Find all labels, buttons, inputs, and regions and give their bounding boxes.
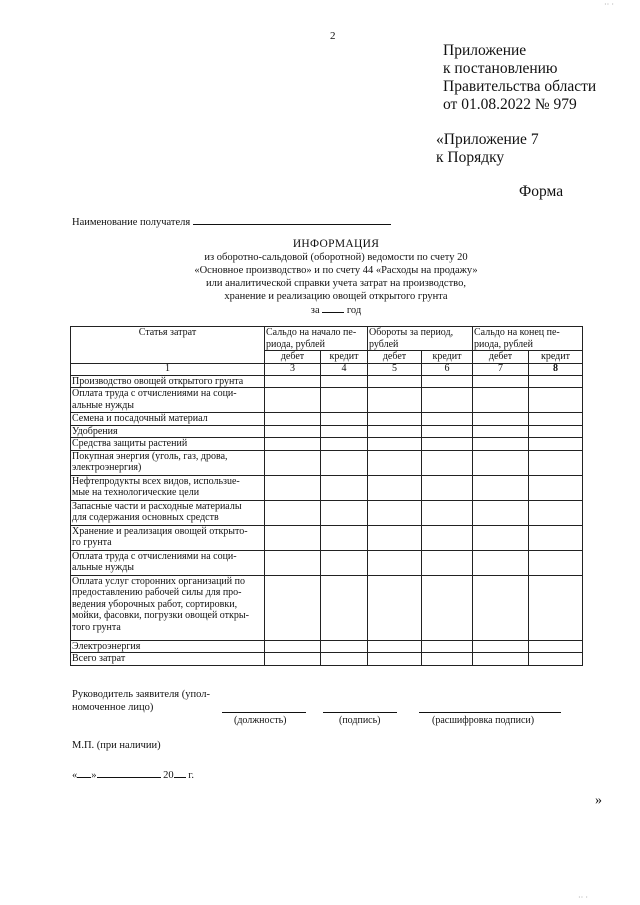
signature-line[interactable] [323, 712, 397, 713]
cost-row [71, 575, 583, 640]
appendix7-line: к Порядку [436, 149, 505, 166]
cost-item-name [71, 500, 265, 525]
cost-item-line: альные нужды [72, 562, 135, 573]
cost-item-name [71, 575, 265, 640]
info-year-row [150, 303, 522, 317]
cost-item-line: Запасные части и расходные материалы [72, 500, 242, 512]
amount-cell[interactable] [473, 425, 529, 438]
scan-artifact: ·· · [578, 893, 588, 902]
cost-row [71, 500, 583, 525]
amount-cell[interactable] [321, 640, 368, 653]
cost-row [71, 438, 583, 451]
amount-cell[interactable] [265, 413, 321, 426]
amount-cell[interactable] [265, 475, 321, 500]
amount-cell[interactable] [473, 525, 529, 550]
amount-cell[interactable] [422, 500, 473, 525]
cost-item-name [71, 450, 265, 475]
form-label: Форма [519, 183, 564, 200]
amount-cell[interactable] [422, 388, 473, 413]
amount-cell[interactable] [368, 640, 422, 653]
cost-row [71, 375, 583, 388]
year-suffix: г. [188, 770, 194, 781]
amount-cell[interactable] [473, 640, 529, 653]
cost-item-line: го грунта [72, 537, 112, 548]
cost-item-name [71, 550, 265, 575]
header-row [71, 327, 583, 351]
cost-item-line: Производство овощей открытого грунта [72, 375, 244, 387]
appendix-line: к постановлению [443, 60, 558, 77]
cost-item-name [71, 475, 265, 500]
amount-cell[interactable] [422, 425, 473, 438]
cost-item-line: Покупная энергия (уголь, газ, дрова, [72, 450, 228, 462]
cost-item-line: Удобрения [72, 425, 118, 437]
cost-row [71, 475, 583, 500]
month-field[interactable] [97, 768, 161, 778]
column-number: 5 [368, 363, 422, 375]
amount-cell[interactable] [265, 525, 321, 550]
amount-cell[interactable] [422, 450, 473, 475]
amount-cell[interactable] [368, 500, 422, 525]
amount-cell[interactable] [529, 450, 583, 475]
signature-caption: (подпись) [339, 715, 381, 726]
amount-cell[interactable] [368, 653, 422, 666]
column-number: 3 [265, 363, 321, 375]
year-field[interactable] [322, 303, 344, 313]
cost-item-line: Оплата услуг сторонних организаций по [72, 575, 245, 587]
stamp-place: М.П. (при наличии) [72, 740, 161, 751]
cost-item-name [71, 413, 265, 426]
column-number: 6 [422, 363, 473, 375]
amount-cell[interactable] [422, 640, 473, 653]
amount-cell[interactable] [422, 653, 473, 666]
column-number: 7 [473, 363, 529, 375]
header-group-turnover [368, 327, 473, 351]
cost-row [71, 425, 583, 438]
amount-cell[interactable] [321, 575, 368, 640]
recipient-row [72, 214, 391, 228]
amount-cell[interactable] [422, 375, 473, 388]
subheader-credit: кредит [321, 351, 368, 364]
amount-cell[interactable] [473, 450, 529, 475]
cost-item-line: мойки, фасовки, погрузки овощей откры- [72, 610, 249, 621]
recipient-label: Наименование получателя [72, 217, 191, 228]
amount-cell[interactable] [473, 475, 529, 500]
cost-item-line: Оплата труда с отчислениями на соци- [72, 388, 237, 399]
header-group-line: Обороты за период, [369, 327, 454, 338]
amount-cell[interactable] [321, 413, 368, 426]
position-caption: (должность) [234, 715, 287, 726]
cost-row [71, 450, 583, 475]
amount-cell[interactable] [422, 550, 473, 575]
cost-item-name [71, 640, 265, 653]
cost-item-name [71, 653, 265, 666]
info-line: «Основное производство» и по счету 44 «Расходы на продажу» [194, 265, 478, 276]
column-number: 8 [529, 363, 583, 375]
column-number: 1 [71, 363, 265, 375]
amount-cell[interactable] [368, 550, 422, 575]
header-group-line: Сальдо на конец пе- [474, 327, 560, 338]
decoding-line[interactable] [419, 712, 561, 713]
amount-cell[interactable] [321, 450, 368, 475]
cost-row [71, 653, 583, 666]
cost-item-name [71, 525, 265, 550]
amount-cell[interactable] [265, 438, 321, 451]
amount-cell[interactable] [473, 653, 529, 666]
appendix-line: Правительства области [443, 78, 597, 95]
amount-cell[interactable] [529, 525, 583, 550]
date-line [72, 768, 194, 781]
cost-item-name [71, 388, 265, 413]
cost-item-line: Оплата труда с отчислениями на соци- [72, 550, 237, 562]
amount-cell[interactable] [473, 413, 529, 426]
amount-cell[interactable] [265, 640, 321, 653]
cost-item-name [71, 425, 265, 438]
amount-cell[interactable] [473, 388, 529, 413]
cost-item-line: Семена и посадочный материал [72, 413, 208, 424]
amount-cell[interactable] [473, 550, 529, 575]
amount-cell[interactable] [473, 438, 529, 451]
cost-item-line: Хранение и реализация овощей открыто- [72, 525, 248, 537]
amount-cell[interactable] [473, 500, 529, 525]
year-prefix: за [310, 305, 320, 316]
cost-item-line: того грунта [72, 621, 121, 633]
cost-item-line: для содержания основных средств [72, 512, 219, 523]
amount-cell[interactable] [368, 450, 422, 475]
amount-cell[interactable] [368, 475, 422, 500]
cost-row [71, 413, 583, 426]
amount-cell[interactable] [368, 438, 422, 451]
amount-cell[interactable] [321, 375, 368, 388]
appendix-line: от 01.08.2022 № 979 [443, 96, 577, 113]
signature-block [72, 688, 210, 714]
header-group-line: риода, рублей [474, 338, 533, 350]
amount-cell[interactable] [321, 438, 368, 451]
year-prefix: 20 [163, 770, 174, 781]
page-number: 2 [330, 30, 336, 42]
cost-item-line: Электроэнергия [72, 640, 141, 652]
amount-cell[interactable] [529, 388, 583, 413]
info-heading [150, 237, 522, 317]
cost-item-line: предоставлению рабочей силы для про- [72, 587, 242, 598]
header-group-line: риода, рублей [266, 338, 325, 350]
cost-row [71, 640, 583, 653]
amount-cell[interactable] [529, 653, 583, 666]
info-line: или аналитической справки учета затрат на производство, [206, 278, 466, 289]
decoding-caption: (расшифровка подписи) [432, 715, 535, 726]
amount-cell[interactable] [321, 525, 368, 550]
amount-cell[interactable] [529, 375, 583, 388]
cost-item-line: Нефтепродукты всех видов, использue- [72, 475, 240, 487]
amount-cell[interactable] [265, 500, 321, 525]
amount-cell[interactable] [368, 375, 422, 388]
cost-item-line: электроэнергия) [72, 462, 142, 473]
amount-cell[interactable] [265, 388, 321, 413]
amount-cell[interactable] [265, 550, 321, 575]
subheader-debit: дебет [473, 351, 529, 364]
amount-cell[interactable] [529, 550, 583, 575]
header-group-opening [265, 327, 368, 351]
recipient-field[interactable] [193, 214, 391, 225]
date-close-quote: » [91, 770, 97, 781]
amount-cell[interactable] [321, 500, 368, 525]
appendix-line: Приложение [443, 42, 527, 59]
appendix-header [443, 42, 596, 114]
cost-item-line: альные нужды [72, 399, 135, 411]
amount-cell[interactable] [321, 425, 368, 438]
cost-item-line: мые на технологические цели [72, 487, 200, 498]
column-number-row [71, 363, 583, 375]
amount-cell[interactable] [422, 475, 473, 500]
amount-cell[interactable] [422, 575, 473, 640]
header-group-line: Сальдо на начало пе- [266, 327, 357, 338]
cost-item-line: ведения уборочных работ, сортировки, [72, 598, 238, 610]
day-field[interactable] [77, 768, 91, 778]
cost-row [71, 388, 583, 413]
cost-item-line: Всего затрат [72, 653, 126, 664]
subheader-debit: дебет [265, 351, 321, 364]
subheader-debit: дебет [368, 351, 422, 364]
subheader-credit: кредит [529, 351, 583, 364]
closing-quote: » [595, 793, 602, 808]
signature-label-line: номоченное лицо) [72, 702, 154, 713]
amount-cell[interactable] [473, 375, 529, 388]
amount-cell[interactable] [422, 525, 473, 550]
amount-cell[interactable] [529, 475, 583, 500]
cost-item-line: Средства защиты растений [72, 438, 188, 449]
amount-cell[interactable] [321, 475, 368, 500]
amount-cell[interactable] [368, 575, 422, 640]
scan-artifact: ·· · [604, 0, 614, 9]
amount-cell[interactable] [368, 413, 422, 426]
header-group-line: рублей [369, 338, 399, 350]
year-suffix: год [346, 305, 362, 316]
amount-cell[interactable] [529, 438, 583, 451]
date-open-quote: « [72, 770, 78, 781]
amount-cell[interactable] [529, 575, 583, 640]
amount-cell[interactable] [422, 438, 473, 451]
info-title: ИНФОРМАЦИЯ [292, 238, 380, 250]
amount-cell[interactable] [321, 653, 368, 666]
amount-cell[interactable] [529, 500, 583, 525]
amount-cell[interactable] [265, 450, 321, 475]
column-number: 4 [321, 363, 368, 375]
year-digits-field[interactable] [174, 768, 186, 778]
amount-cell[interactable] [265, 375, 321, 388]
amount-cell[interactable] [422, 413, 473, 426]
cost-item-name [71, 438, 265, 451]
amount-cell[interactable] [321, 550, 368, 575]
amount-cell[interactable] [368, 388, 422, 413]
subheader-credit: кредит [422, 351, 473, 364]
position-line[interactable] [222, 712, 306, 713]
amount-cell[interactable] [473, 575, 529, 640]
appendix7-line: «Приложение 7 [436, 131, 539, 148]
amount-cell[interactable] [265, 425, 321, 438]
amount-cell[interactable] [368, 425, 422, 438]
amount-cell[interactable] [368, 525, 422, 550]
info-line: из оборотно-сальдовой (оборотной) ведомости по счету 20 [204, 252, 468, 263]
appendix7-header [436, 131, 539, 167]
amount-cell[interactable] [529, 413, 583, 426]
amount-cell[interactable] [265, 653, 321, 666]
amount-cell[interactable] [265, 575, 321, 640]
cost-row [71, 550, 583, 575]
cost-table [70, 326, 583, 666]
cost-row [71, 525, 583, 550]
cost-item-name [71, 375, 265, 388]
amount-cell[interactable] [529, 425, 583, 438]
header-group-closing [473, 327, 583, 351]
cost-rows [71, 375, 583, 665]
amount-cell[interactable] [321, 388, 368, 413]
amount-cell[interactable] [529, 640, 583, 653]
header-cost-item: Статья затрат [71, 327, 265, 364]
signature-label-line: Руководитель заявителя (упол- [72, 689, 210, 700]
info-line: хранение и реализацию овощей открытого грунта [224, 291, 448, 302]
